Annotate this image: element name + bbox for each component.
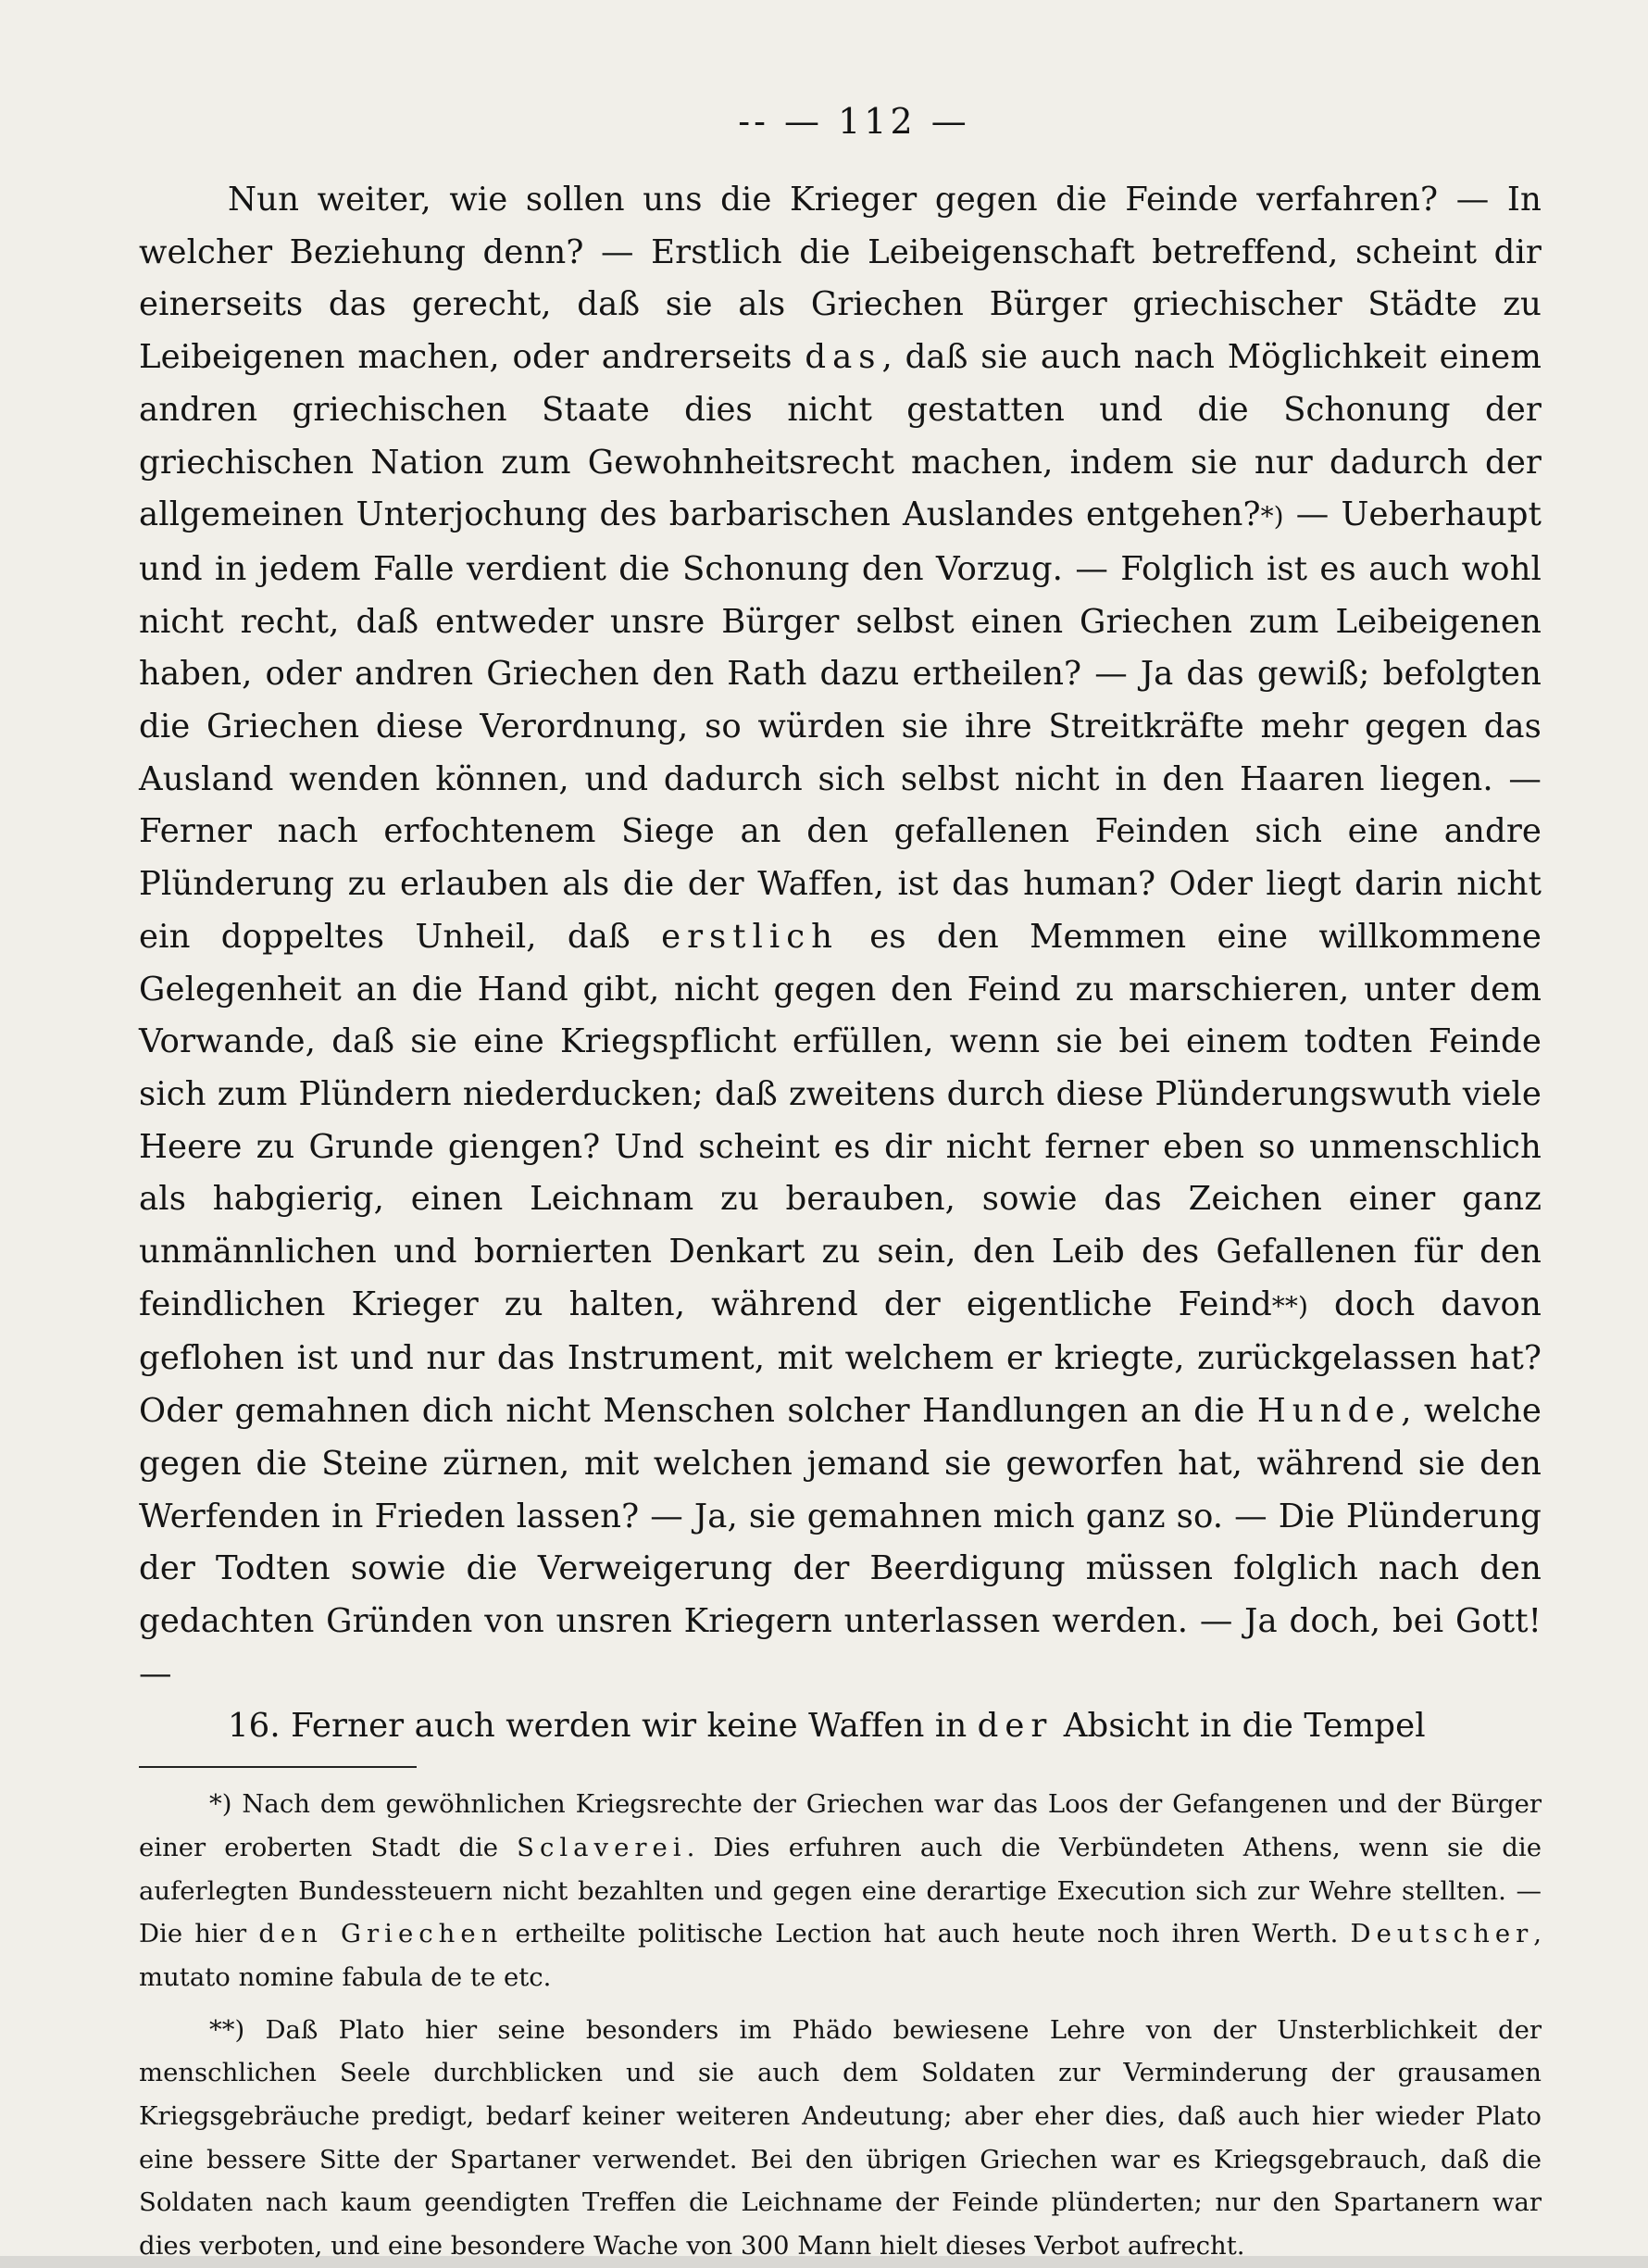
footnote-2 bbox=[139, 2009, 1542, 2268]
main-text-segment: , daß sie auch nach Möglichkeit einem andren griechischen Staate dies nicht gestatten und die Schonung der griechischen Nation zum Gewohnheitsrecht machen, indem sie nur dadurch der allgemeinen Unterjochung des barbarischen Auslandes entgehen? bbox=[139, 338, 1542, 534]
footnote-1 bbox=[139, 1783, 1542, 1999]
emphasized-word: das bbox=[805, 338, 882, 377]
emphasized-word: der bbox=[977, 1707, 1054, 1746]
footnote-reference: *) bbox=[1260, 501, 1284, 533]
main-text-segment: es den Memmen eine willkommene Gelegenheit an die Hand gibt, nicht gegen den Feind zu marschieren, unter dem Vorwande, daß sie eine Kriegspflicht erfüllen, wenn sie bei einem todten Feinde sich zum Plündern niederducken; daß zweitens durch diese Plünderungswuth viele Heere zu Grunde giengen? Und scheint es dir nicht ferner eben so unmenschlich als habgierig, einen Leichnam zu berauben, sowie das Zeichen einer ganz unmännlichen und bornierten Denkart zu sein, den Leib des Gefallenen für den feindlichen Krieger zu halten, während der eigentliche Feind bbox=[139, 917, 1542, 1323]
footnote-text-segment: . Dies erfuhren auch die Verbündeten Athens, wenn sie die auferlegten Bundessteuern nicht bezahlten und gegen eine derartige Execution sich zur Wehre stellten. — Die hier bbox=[139, 1832, 1542, 1949]
footnote-marker: *) bbox=[209, 1789, 232, 1820]
emphasized-word: Deutscher bbox=[1350, 1919, 1534, 1949]
footnote-marker: **) bbox=[209, 2014, 245, 2045]
footnote-text-segment: , mutato nomine fabula de te etc. bbox=[139, 1919, 1542, 1992]
main-text-segment: doch davon geflohen ist und nur das Instrument, mit welchem er kriegte, zurückgelassen hat? Oder gemahnen dich nicht Menschen solcher Handlungen an die bbox=[139, 1284, 1542, 1431]
emphasized-word: den Griechen bbox=[258, 1919, 504, 1949]
footnote-text-segment: Nach dem gewöhnlichen Kriegsrechte der Griechen war das Loos der Gefangenen und der Bürger einer eroberten Stadt die bbox=[139, 1789, 1542, 1862]
page-number: -- — 112 — bbox=[738, 101, 970, 142]
footnote-reference: **) bbox=[1271, 1290, 1309, 1322]
main-text-segment: — Ueberhaupt und in jedem Falle verdient die Schonung den Vorzug. — Folglich ist es auch wohl nicht recht, daß entweder unsre Bürger selbst einen Griechen zum Leibeigenen haben, oder andren Griechen den Rath dazu ertheilen? — Ja das gewiß; befolgten die Griechen diese Verordnung, so würden sie ihre Streitkräfte mehr gegen das Ausland wenden können, und dadurch sich selbst nicht in den Haaren liegen. — Ferner nach erfochtenem Siege an den gefallenen Feinden sich eine andre Plünderung zu erlauben als die der Waffen, ist das human? Oder liegt darin nicht ein doppeltes Unheil, daß bbox=[139, 495, 1542, 956]
footnote-text-segment: ertheilte politische Lection hat auch heute noch ihren Werth. bbox=[503, 1919, 1351, 1949]
footnote-divider bbox=[139, 1766, 417, 1768]
main-text-segment: Nun weiter, wie sollen uns die Krieger gegen die Feinde verfahren? — In welcher Beziehung denn? — Erstlich die Leibeigenschaft betreffend, scheint dir einerseits das gerecht, daß sie als Griechen Bürger griechischer Städte zu Leibeigenen machen, oder andrerseits bbox=[139, 181, 1542, 377]
section-paragraph bbox=[139, 1700, 1542, 1753]
section-text-segment: Absicht in die Tempel bbox=[1053, 1707, 1426, 1746]
main-paragraph bbox=[139, 174, 1542, 1700]
emphasized-word: erstlich bbox=[661, 917, 839, 956]
emphasized-word: Sclaverei bbox=[517, 1832, 687, 1862]
emphasized-word: Hunde bbox=[1256, 1392, 1402, 1431]
main-text-segment: , welche gegen die Steine zürnen, mit welchen jemand sie geworfen hat, während sie den Werfenden in Frieden lassen? — Ja, sie gemahnen mich ganz so. — Die Plünderung der Todten sowie die Verweigerung der Beerdigung müssen folglich nach den gedachten Gründen von unsren Kriegern unterlassen werden. — Ja doch, bei Gott! — bbox=[139, 1392, 1542, 1693]
section-text-segment: 16. Ferner auch werden wir keine Waffen in bbox=[228, 1707, 978, 1746]
footnote-text-segment: Daß Plato hier seine besonders im Phädo bewiesene Lehre von der Unsterblichkeit der menschlichen Seele durchblicken und sie auch dem Soldaten zur Verminderung der grausamen Kriegsgebräuche predigt, bedarf keiner weiteren Andeutung; aber eher dies, daß auch hier wieder Plato eine bessere Sitte der Spartaner verwendet. Bei den übrigen Griechen war es Kriegsgebrauch, daß die Soldaten nach kaum geendigten Treffen die Leichname der Feinde plünderten; nur den Spartanern war dies verboten, und eine besondere Wache von 300 Mann hielt dieses Verbot aufrecht. bbox=[139, 2014, 1542, 2262]
